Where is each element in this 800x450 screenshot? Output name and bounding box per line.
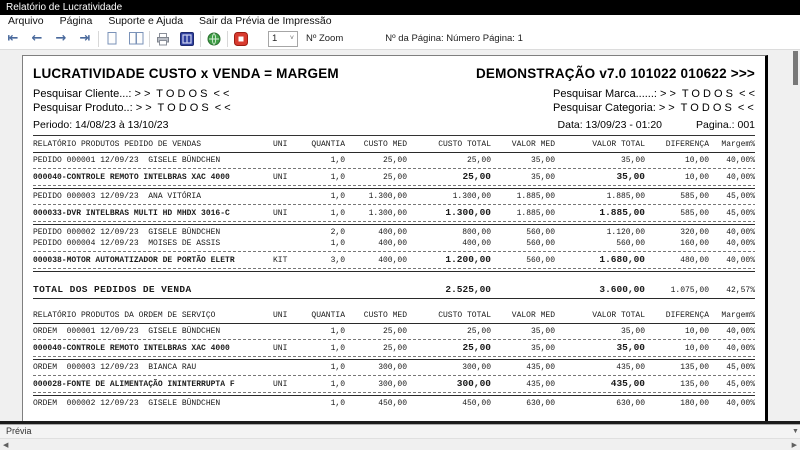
status-bar: [0, 424, 800, 438]
cell-ct: 25,00: [466, 327, 491, 336]
cell-desc: PEDIDO 000003 12/09/23 ANA VITÓRIA: [33, 192, 202, 201]
cell-dif: 135,00: [680, 380, 709, 389]
report-meta-row: [33, 119, 755, 131]
cell-ct: 1.300,00: [445, 207, 491, 218]
cell-qty: 1,0: [330, 380, 345, 389]
table-separator: [33, 301, 755, 310]
cell-ct: 25,00: [462, 171, 491, 182]
cell-vt: 560,00: [616, 239, 645, 248]
table-separator: [33, 168, 755, 169]
cell-mg: 40,00%: [726, 173, 755, 182]
scroll-left-icon[interactable]: ◀: [3, 442, 9, 449]
table-row: [33, 254, 755, 266]
next-page-button[interactable]: [52, 30, 70, 47]
single-page-icon: [105, 31, 119, 46]
cell-vt: 630,00: [616, 399, 645, 408]
last-page-button[interactable]: [76, 30, 94, 47]
cell-vt: 435,00: [616, 363, 645, 372]
cell-mg: 40,00%: [726, 344, 755, 353]
table-separator: [33, 395, 755, 396]
first-page-icon: ⇤: [7, 30, 19, 46]
cell-cm: 300,00: [378, 380, 407, 389]
cell-qty: 1,0: [330, 327, 345, 336]
cell-dif: 320,00: [680, 228, 709, 237]
cell-dif: 10,00: [684, 344, 709, 353]
cell-vm: 1.885,00: [516, 209, 555, 218]
cell-desc: TOTAL DOS PEDIDOS DE VENDA: [33, 284, 192, 295]
cell-uni: UNI: [273, 311, 288, 320]
vertical-scrollbar[interactable]: [792, 51, 799, 435]
table-separator: [33, 224, 755, 225]
cell-desc: PEDIDO 000004 12/09/23 MOISES DE ASSIS: [33, 239, 221, 248]
two-page-view-button[interactable]: [127, 30, 145, 47]
cell-cm: 450,00: [378, 399, 407, 408]
cell-desc: ORDEM 000001 12/09/23 GISELE BÜNDCHEN: [33, 327, 221, 336]
table-separator: [33, 152, 755, 153]
cell-desc: 000038-MOTOR AUTOMATIZADOR DE PORTÃO ELETR: [33, 256, 235, 265]
zoom-select[interactable]: [268, 31, 298, 47]
table-separator: [33, 339, 755, 340]
table-row: [33, 155, 755, 166]
print-group: [150, 30, 200, 47]
cell-vm: 35,00: [530, 344, 555, 353]
cell-cm: 300,00: [378, 363, 407, 372]
table-row: [33, 326, 755, 337]
cell-cm: 25,00: [382, 173, 407, 182]
table-row: [33, 207, 755, 219]
cell-ct: 2.525,00: [445, 284, 491, 295]
cell-vm: VALOR MED: [511, 140, 555, 149]
cell-vm: 630,00: [526, 399, 555, 408]
cell-ct: 25,00: [466, 156, 491, 165]
cell-desc: PEDIDO 000001 12/09/23 GISELE BÜNDCHEN: [33, 156, 221, 165]
menu-suporte-ajuda[interactable]: Suporte e Ajuda: [108, 15, 184, 27]
cell-mg: 40,00%: [726, 399, 755, 408]
print-button[interactable]: [154, 30, 172, 47]
cell-dif: DIFERENÇA: [665, 311, 709, 320]
nav-group: [0, 30, 98, 47]
table-header-row: [33, 310, 755, 322]
cell-ct: 300,00: [462, 363, 491, 372]
cell-desc: ORDEM 000003 12/09/23 BIANCA RAU: [33, 363, 197, 372]
cell-ct: CUSTO TOTAL: [438, 140, 491, 149]
cell-vm: 435,00: [526, 363, 555, 372]
cell-vm: 35,00: [530, 327, 555, 336]
cell-uni: UNI: [273, 380, 288, 389]
filter-marca: Pesquisar Marca......: > > T O D O S < <: [553, 88, 755, 100]
cell-cm: 400,00: [378, 256, 407, 265]
cell-ct: 800,00: [462, 228, 491, 237]
cell-mg: 40,00%: [726, 239, 755, 248]
report-page-number: Pagina.: 001: [696, 119, 755, 131]
cell-dif: 10,00: [684, 173, 709, 182]
cell-vm: 35,00: [530, 156, 555, 165]
printer-icon: [156, 32, 170, 46]
filter-cliente: Pesquisar Cliente...: > > T O D O S < <: [33, 88, 230, 100]
table-row: [33, 283, 755, 297]
cell-vt: 35,00: [616, 342, 645, 353]
cell-ct: 450,00: [462, 399, 491, 408]
cell-vt: 35,00: [620, 156, 645, 165]
cell-mg: Margem%: [721, 140, 755, 149]
cell-uni: UNI: [273, 209, 288, 218]
cell-cm: CUSTO MED: [363, 311, 407, 320]
cell-vm: 1.885,00: [516, 192, 555, 201]
cell-desc: 000033-DVR INTELBRAS MULTI HD MHDX 3016-C: [33, 209, 230, 218]
report-filters: [33, 88, 755, 115]
cell-dif: 135,00: [680, 363, 709, 372]
cell-vm: 35,00: [530, 173, 555, 182]
cell-desc: PEDIDO 000002 12/09/23 GISELE BÜNDCHEN: [33, 228, 221, 237]
cell-ct: 1.200,00: [445, 254, 491, 265]
cell-ct: 400,00: [462, 239, 491, 248]
table-separator: [33, 392, 755, 393]
stop-icon: [234, 32, 248, 46]
window-title: Relatório de Lucratividade: [0, 0, 800, 15]
table-row: [33, 238, 755, 249]
horizontal-scrollbar[interactable]: [0, 438, 800, 450]
cell-vt: 1.885,00: [599, 207, 645, 218]
next-page-icon: →: [55, 30, 67, 46]
cell-vm: 560,00: [526, 228, 555, 237]
cell-qty: 1,0: [330, 192, 345, 201]
cell-dif: 10,00: [684, 327, 709, 336]
report-title-left: LUCRATIVIDADE CUSTO x VENDA = MARGEM: [33, 66, 339, 81]
cell-qty: 2,0: [330, 228, 345, 237]
cell-ct: 300,00: [456, 378, 491, 389]
previous-page-icon: ←: [31, 30, 43, 46]
print-preview-button[interactable]: [178, 30, 196, 47]
cell-mg: Margem%: [721, 311, 755, 320]
cell-qty: 1,0: [330, 363, 345, 372]
export-button[interactable]: [205, 30, 223, 47]
cell-dif: 585,00: [680, 209, 709, 218]
table-row: [33, 171, 755, 183]
cell-qty: QUANTIA: [311, 311, 345, 320]
close-group: [228, 30, 254, 47]
cell-desc: ORDEM 000002 12/09/23 GISELE BÜNDCHEN: [33, 399, 221, 408]
cell-cm: 25,00: [382, 156, 407, 165]
cell-cm: 400,00: [378, 228, 407, 237]
cell-cm: 25,00: [382, 327, 407, 336]
cell-vm: 560,00: [526, 256, 555, 265]
single-page-view-button[interactable]: [103, 30, 121, 47]
table-separator: [33, 356, 755, 357]
cell-mg: 45,00%: [726, 192, 755, 201]
report-title-row: [33, 66, 755, 81]
menu-bar: [0, 15, 800, 28]
cell-vt: VALOR TOTAL: [592, 311, 645, 320]
table-row: [33, 342, 755, 354]
cell-dif: 480,00: [680, 256, 709, 265]
cell-vt: 35,00: [616, 171, 645, 182]
cell-desc: 000040-CONTROLE REMOTO INTELBRAS XAC 4000: [33, 173, 230, 182]
table-row: [33, 191, 755, 202]
cell-qty: 1,0: [330, 344, 345, 353]
cell-cm: 1.300,00: [368, 209, 407, 218]
report-date: Data: 13/09/23 - 01:20: [557, 119, 663, 131]
cell-mg: 40,00%: [726, 327, 755, 336]
filters-right: [553, 88, 755, 115]
table-separator: [33, 271, 755, 272]
close-preview-button[interactable]: [232, 30, 250, 47]
scroll-down-icon[interactable]: ▼: [792, 428, 799, 435]
cell-vt: 1.885,00: [606, 192, 645, 201]
table-separator: [33, 188, 755, 189]
cell-desc: RELATÓRIO PRODUTOS PEDIDO DE VENDAS: [33, 140, 202, 149]
cell-dif: 1.075,00: [670, 286, 709, 295]
table-row: [33, 378, 755, 390]
cell-uni: UNI: [273, 173, 288, 182]
cell-vt: 435,00: [610, 378, 645, 389]
menu-pagina[interactable]: Página: [59, 15, 93, 27]
cell-dif: 10,00: [684, 156, 709, 165]
page-number-label: Nº da Página: Número Página: 1: [385, 33, 523, 44]
table-separator: [33, 323, 755, 324]
print-preview-icon: [180, 32, 194, 46]
cell-vt: 35,00: [620, 327, 645, 336]
table-header-row: [33, 139, 755, 151]
table-separator: [33, 185, 755, 186]
two-page-icon: [128, 31, 144, 46]
cell-qty: 1,0: [330, 209, 345, 218]
table-separator: [33, 375, 755, 376]
cell-uni: UNI: [273, 344, 288, 353]
cell-vt: VALOR TOTAL: [592, 140, 645, 149]
report-title-right: DEMONSTRAÇÃO v7.0 101022 010622 >>>: [475, 66, 755, 81]
table-separator: [33, 268, 755, 269]
table-separator: [33, 359, 755, 360]
divider: [33, 135, 755, 136]
report-period: Periodo: 14/08/23 à 13/10/23: [33, 119, 169, 131]
cell-mg: 45,00%: [726, 363, 755, 372]
export-globe-icon: [207, 32, 221, 46]
cell-qty: 1,0: [330, 239, 345, 248]
table-separator: [33, 221, 755, 222]
report-page: [22, 55, 768, 424]
cell-qty: 1,0: [330, 399, 345, 408]
toolbar: [0, 28, 800, 50]
report-meta-right: [558, 119, 755, 131]
table-separator: [33, 204, 755, 205]
table-separator: [33, 298, 755, 299]
cell-vm: 435,00: [526, 380, 555, 389]
table-row: [33, 362, 755, 373]
cell-qty: QUANTIA: [311, 140, 345, 149]
zoom-label: Nº Zoom: [306, 33, 344, 44]
cell-mg: 40,00%: [726, 156, 755, 165]
cell-uni: KIT: [273, 256, 288, 265]
cell-cm: CUSTO MED: [363, 140, 407, 149]
cell-cm: 400,00: [378, 239, 407, 248]
vertical-scrollbar-thumb[interactable]: [793, 51, 798, 85]
report-table: [33, 139, 755, 409]
cell-mg: 40,00%: [726, 228, 755, 237]
first-page-button[interactable]: [4, 30, 22, 47]
cell-ct: 1.300,00: [452, 192, 491, 201]
cell-cm: 1.300,00: [368, 192, 407, 201]
cell-mg: 42,57%: [726, 286, 755, 295]
menu-arquivo[interactable]: Arquivo: [8, 15, 44, 27]
cell-dif: DIFERENÇA: [665, 140, 709, 149]
cell-vt: 1.120,00: [606, 228, 645, 237]
cell-dif: 160,00: [680, 239, 709, 248]
last-page-icon: ⇥: [79, 30, 91, 46]
cell-mg: 45,00%: [726, 380, 755, 389]
cell-desc: 000028-FONTE DE ALIMENTAÇÃO ININTERRUPTA F: [33, 380, 235, 389]
cell-vm: VALOR MED: [511, 311, 555, 320]
page-view-group: [99, 30, 149, 47]
cell-cm: 25,00: [382, 344, 407, 353]
cell-qty: 3,0: [330, 256, 345, 265]
scroll-right-icon[interactable]: ▶: [791, 442, 797, 449]
cell-vm: 560,00: [526, 239, 555, 248]
cell-desc: 000040-CONTROLE REMOTO INTELBRAS XAC 4000: [33, 344, 230, 353]
menu-sair-previa[interactable]: Sair da Prévia de Impressão: [199, 15, 332, 27]
cell-dif: 585,00: [680, 192, 709, 201]
cell-qty: 1,0: [330, 156, 345, 165]
table-separator: [33, 251, 755, 252]
table-row: [33, 227, 755, 238]
cell-ct: CUSTO TOTAL: [438, 311, 491, 320]
status-label: Prévia: [6, 426, 32, 436]
cell-desc: RELATÓRIO PRODUTOS DA ORDEM DE SERVIÇO: [33, 311, 216, 320]
previous-page-button[interactable]: [28, 30, 46, 47]
filters-left: [33, 88, 231, 115]
cell-mg: 40,00%: [726, 256, 755, 265]
cell-uni: UNI: [273, 140, 288, 149]
print-preview-area[interactable]: [0, 51, 800, 424]
cell-mg: 45,00%: [726, 209, 755, 218]
table-separator: [33, 274, 755, 283]
cell-vt: 1.680,00: [599, 254, 645, 265]
cell-vt: 3.600,00: [599, 284, 645, 295]
filter-produto: Pesquisar Produto..: > > T O D O S < <: [33, 101, 231, 114]
cell-ct: 25,00: [462, 342, 491, 353]
filter-categoria: Pesquisar Categoria: > > T O D O S < <: [553, 101, 754, 114]
table-row: [33, 398, 755, 409]
cell-qty: 1,0: [330, 173, 345, 182]
export-group: [201, 30, 227, 47]
cell-dif: 180,00: [680, 399, 709, 408]
chevron-down-icon: ˅: [289, 35, 294, 42]
zoom-value: 1: [272, 33, 278, 44]
